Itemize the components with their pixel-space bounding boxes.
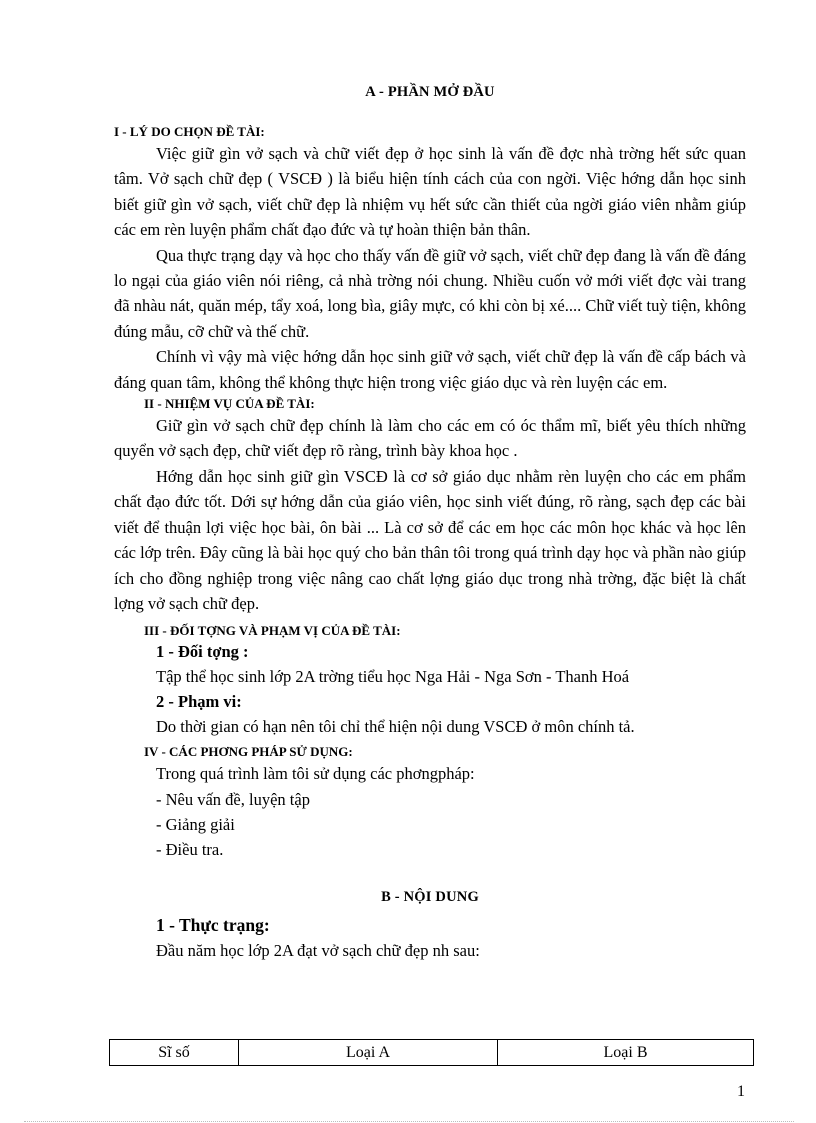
- section-3-subheading-1: 1 - Đối tợng :: [156, 642, 249, 662]
- section-3-subtext-1: Tập thể học sinh lớp 2A trờng tiểu học Nga Hải - Nga Sơn - Thanh Hoá: [156, 667, 630, 687]
- section-4-intro: Trong quá trình làm tôi sử dụng các phơngpháp:: [156, 764, 475, 784]
- part-b-heading-1: 1 - Thực trạng:: [156, 914, 270, 935]
- section-3-subheading-2: 2 - Phạm vi:: [156, 691, 242, 711]
- method-item-3: - Điều tra.: [156, 840, 224, 860]
- method-item-1: - Nêu vấn đề, luyện tập: [156, 789, 310, 809]
- section-3-heading: III - ĐỐI TỢNG VÀ PHẠM VỊ CỦA ĐỀ TÀI:: [144, 623, 401, 639]
- page-number: 1: [737, 1083, 745, 1100]
- section-1-paragraph-2: Qua thực trạng dạy và học cho thấy vấn đề giữ vở sạch, viết chữ đẹp đang là vấn đề đáng lo ngại của giáo viên nói riêng, cả nhà trờng nói chung. Nhiều cuốn vở mới viết đợc vài trang đã nhàu nát, quăn mép, tẩy xoá, long bìa, giây mực, có khi còn bị xé.... Chữ viết tuỳ tiện, không đúng mẫu, cỡ chữ và thế chữ.: [114, 245, 746, 341]
- part-b-title: B - NỘI DUNG: [381, 888, 479, 905]
- method-item-2: - Giảng giải: [156, 814, 235, 834]
- section-1-heading: I - LÝ DO CHỌN ĐỀ TÀI:: [114, 124, 265, 139]
- section-4-heading: IV - CÁC PHƠNG PHÁP SỬ DỤNG:: [144, 744, 353, 760]
- section-1-paragraph-1: Việc giữ gìn vở sạch và chữ viết đẹp ở học sinh là vấn đề đợc nhà trờng hết sức quan tâm. Vở sạch chữ đẹp ( VSCĐ ) là biểu hiện tính cách của con ngời. Việc hớng dẫn học sinh biết giữ gìn vở sạch, viết chữ đẹp là nhiệm vụ hết sức cần thiết của ngời giáo viên nhằm giúp các em rèn luyện phẩm chất đạo đức và tự hoàn thiện bản thân.: [114, 144, 746, 240]
- results-table: [109, 1039, 754, 1066]
- document-body: [114, 80, 746, 963]
- table-header-cell: Loại A: [239, 1040, 498, 1066]
- section-1-paragraph-3: Chính vì vậy mà việc hớng dẫn học sinh giữ vở sạch, viết chữ đẹp là vấn đề cấp bách và đáng quan tâm, không thể không thực hiện trong việc giáo dục và rèn luyện các em.: [114, 347, 746, 392]
- section-2-paragraph-1: Giữ gìn vở sạch chữ đẹp chính là làm cho các em có óc thẩm mĩ, biết yêu thích những quyển vở sạch đẹp, chữ viết đẹp rõ ràng, trình bày khoa học .: [114, 416, 746, 461]
- spacer: [114, 863, 746, 889]
- section-2-heading: II - NHIỆM VỤ CỦA ĐỀ TÀI:: [144, 396, 315, 412]
- table-header-cell: Loại B: [498, 1040, 754, 1066]
- part-b-text-1: Đầu năm học lớp 2A đạt vở sạch chữ đẹp nh sau:: [156, 940, 480, 960]
- page-bottom-border: [24, 1121, 794, 1122]
- part-a-title: A - PHẦN MỞ ĐẦU: [365, 84, 495, 100]
- table-header-cell: Sĩ số: [110, 1040, 239, 1066]
- section-3-subtext-2: Do thời gian có hạn nên tôi chỉ thể hiện nội dung VSCĐ ở môn chính tả.: [156, 716, 635, 736]
- table-header-row: [110, 1040, 754, 1066]
- section-2-paragraph-2: Hớng dẫn học sinh giữ gìn VSCĐ là cơ sở giáo dục nhằm rèn luyện cho các em phẩm chất đạo đức tốt. Dới sự hớng dẫn của giáo viên, học sinh viết đúng, rõ ràng, sạch đẹp các bài viết để thuận lợi việc học bài, ôn bài ... Là cơ sở để các em học các môn học khác và học lên các lớp trên. Đây cũng là bài học quý cho bản thân tôi trong quá trình dạy học và phần nào giúp ích cho đồng nghiệp trong việc nâng cao chất lợng giáo dục trong nhà trờng, đặc biệt là chất lợng vở sạch chữ đẹp.: [114, 466, 746, 613]
